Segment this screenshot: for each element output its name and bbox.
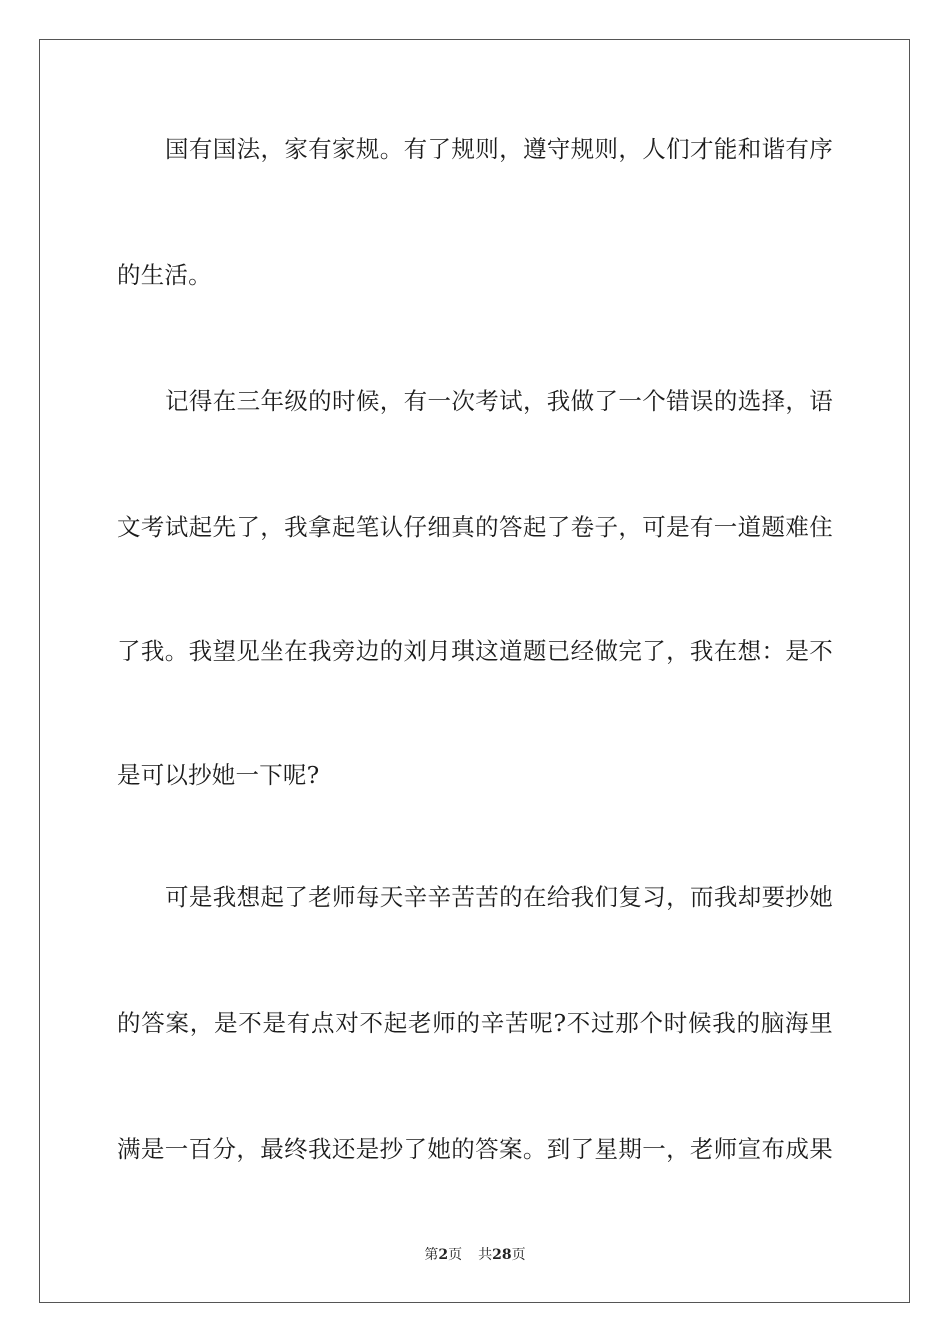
footer-page-suffix: 页 [448,1247,463,1263]
footer-page-number: 2 [438,1247,449,1263]
page-frame [39,39,910,1303]
paragraph-3-line-1: 可是我想起了老师每天辛辛苦苦的在给我们复习，而我却要抄她 [165,883,833,911]
paragraph-2-line-1: 记得在三年级的时候，有一次考试，我做了一个错误的选择，语 [165,387,833,415]
paragraph-3-line-3: 满是一百分，最终我还是抄了她的答案。到了星期一，老师宣布成果 [117,1135,833,1163]
paragraph-2-line-4: 是可以抄她一下呢? [117,761,320,789]
paragraph-3-line-2: 的答案，是不是有点对不起老师的辛苦呢?不过那个时候我的脑海里 [117,1009,833,1037]
paragraph-2-line-3: 了我。我望见坐在我旁边的刘月琪这道题已经做完了，我在想：是不 [117,637,833,665]
footer-total-number: 28 [492,1247,512,1263]
paragraph-1-line-1: 国有国法，家有家规。有了规则，遵守规则，人们才能和谐有序 [165,135,833,163]
page-footer [0,1246,950,1264]
footer-total-suffix: 页 [511,1247,526,1263]
paragraph-2-line-2: 文考试起先了，我拿起笔认仔细真的答起了卷子，可是有一道题难住 [117,513,833,541]
paragraph-1-line-2: 的生活。 [117,261,212,289]
footer-total-prefix: 共 [478,1247,493,1263]
footer-page-prefix: 第 [424,1247,439,1263]
